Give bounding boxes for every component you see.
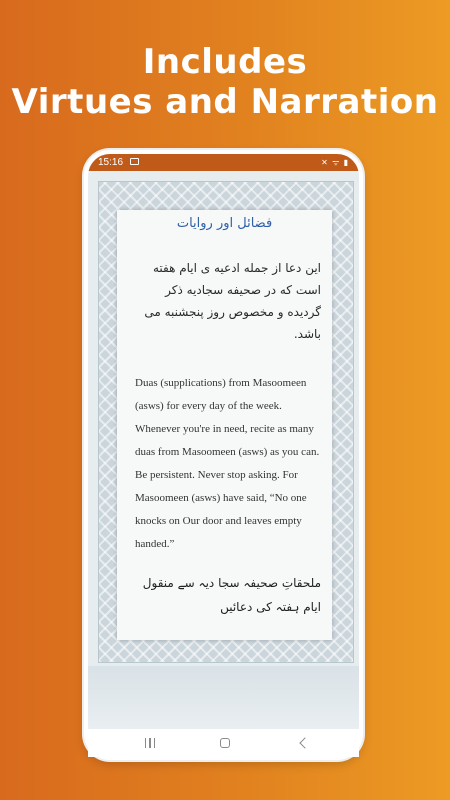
urdu-line-1: ملحقاتِ صحیفہ سجا دیہ سے منقول bbox=[142, 576, 321, 590]
headline-line-2: Virtues and Narration bbox=[11, 82, 439, 122]
phone-frame bbox=[84, 150, 363, 760]
back-button[interactable] bbox=[288, 729, 318, 757]
status-icons: ✕ ᯤ ▮ bbox=[321, 158, 349, 167]
content-card[interactable] bbox=[117, 210, 332, 640]
urdu-line-2: ایام ہفتہ کی دعائیں bbox=[220, 600, 321, 614]
home-button[interactable] bbox=[210, 729, 240, 757]
headline-line-1: Includes bbox=[142, 42, 308, 82]
english-text: Duas (supplications) from Masoomeen (asws) for every day of the week. Whenever you're in need, recite as many duas from Masoomeen (asws) as you can. Be persistent. Never stop asking. For Masoomeen (asws) have said, “No one knocks on Our door and leaves empty handed.” bbox=[135, 377, 320, 550]
status-bar bbox=[88, 154, 359, 171]
bottom-background bbox=[88, 666, 359, 729]
urdu-text bbox=[131, 571, 321, 619]
back-icon bbox=[299, 737, 310, 748]
recents-button[interactable] bbox=[135, 729, 165, 757]
phone-screen bbox=[88, 154, 359, 729]
image-notification-icon bbox=[130, 158, 139, 165]
recents-icon bbox=[145, 738, 156, 748]
persian-text: این دعا از جمله ادعیه ی ایام هفته است که در صحیفه سجادیه ذکر گردیده و مخصوص روز پنجشنبه می باشد. bbox=[144, 261, 321, 341]
promo-headline bbox=[0, 42, 450, 122]
navigation-bar bbox=[88, 729, 359, 757]
status-time: 15:16 bbox=[98, 157, 124, 168]
card-title: فضائل اور روایات bbox=[176, 216, 273, 231]
home-icon bbox=[220, 738, 230, 748]
